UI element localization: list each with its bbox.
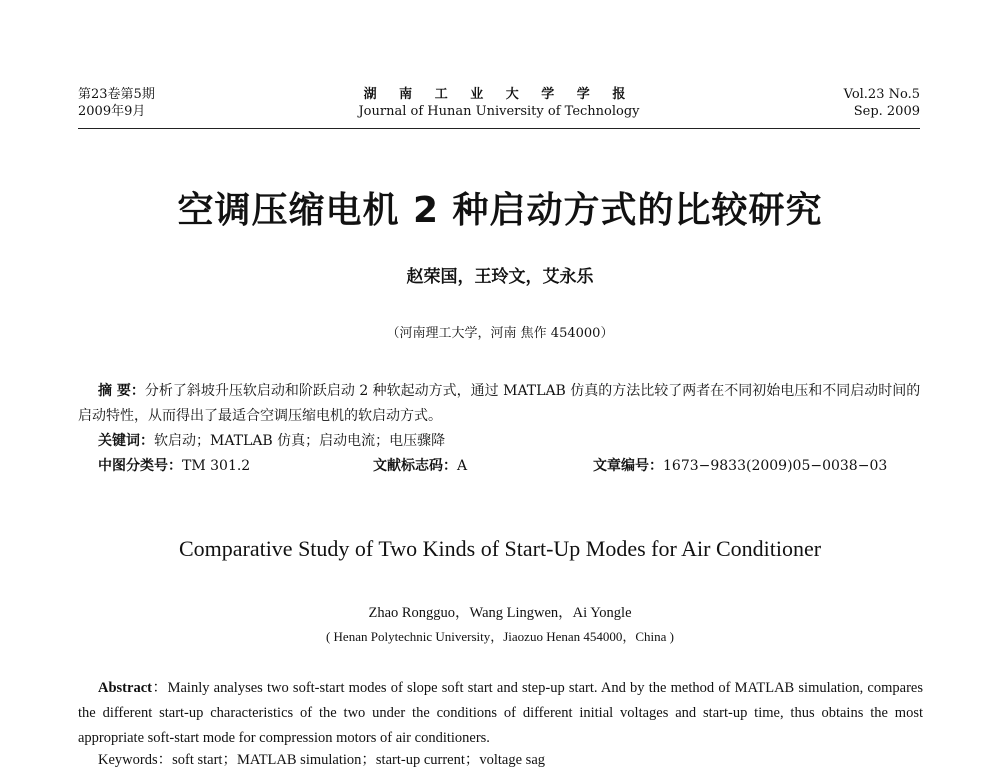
abstract-block-cn — [78, 379, 923, 479]
date-cn: 2009年9月 — [78, 104, 146, 119]
journal-name-cn: 湖 南 工 业 大 学 学 报 — [363, 87, 635, 102]
clc-label: 中图分类号： — [98, 458, 182, 474]
affiliation-en: ( Henan Polytechnic University，Jiaozuo Henan 454000，China ) — [325, 629, 675, 644]
document-code — [373, 454, 467, 479]
clc-value: TM 301.2 — [182, 458, 251, 474]
header-right — [844, 86, 920, 120]
abstract-en-text: ：Mainly analyses two soft-start modes of slope soft start and step-up start. And by the method of MATLAB simulation, compares the different start-up characteristics of the two under the conditions of different initial voltages and start-up time, thus obtains the most appropriate soft-start mode for compression motors of air conditioners. — [78, 680, 923, 746]
abstract-block-en — [78, 676, 923, 751]
classification-line — [78, 454, 923, 479]
abstract-cn-label: 摘 要： — [98, 383, 145, 399]
article-value: 1673−9833(2009)05−0038−03 — [663, 458, 888, 474]
journal-header — [78, 86, 920, 129]
paper-title-en: Comparative Study of Two Kinds of Start-Up Modes for Air Conditioner — [178, 536, 822, 561]
header-center — [78, 86, 920, 120]
keywords-en-partial: Keywords：soft start；MATLAB simulation；start-up current；voltage sag — [98, 752, 546, 768]
abstract-cn — [78, 379, 923, 429]
doc-code-value: A — [457, 458, 468, 474]
doc-code-label: 文献标志码： — [373, 458, 457, 474]
authors-en: Zhao Rongguo，Wang Lingwen，Ai Yongle — [368, 605, 632, 621]
authors-cn: 赵荣国，王玲文，艾永乐 — [406, 267, 594, 287]
article-label: 文章编号： — [593, 458, 663, 474]
date-en: Sep. 2009 — [853, 104, 920, 119]
volume-issue-cn: 第23卷第5期 — [78, 87, 155, 102]
keywords-cn-label: 关键词： — [98, 433, 154, 449]
abstract-cn-text: 分析了斜坡升压软启动和阶跃启动 2 种软起动方式，通过 MATLAB 仿真的方法比较了两者在不同初始电压和不同启动时间的启动特性，从而得出了最适合空调压缩电机的软启动方式。 — [78, 383, 921, 424]
volume-issue-en: Vol.23 No.5 — [843, 87, 920, 102]
paper-title-cn: 空调压缩电机 2 种启动方式的比较研究 — [177, 190, 823, 231]
abstract-en — [78, 676, 923, 751]
journal-name-en: Journal of Hunan University of Technology — [358, 104, 640, 119]
article-number — [593, 454, 887, 479]
abstract-en-label: Abstract — [98, 680, 152, 696]
keywords-cn — [78, 429, 923, 454]
keywords-cn-text: 软启动；MATLAB 仿真；启动电流；电压骤降 — [154, 433, 446, 449]
clc-number — [98, 458, 250, 474]
affiliation-cn: （河南理工大学，河南 焦作 454000） — [386, 326, 614, 341]
